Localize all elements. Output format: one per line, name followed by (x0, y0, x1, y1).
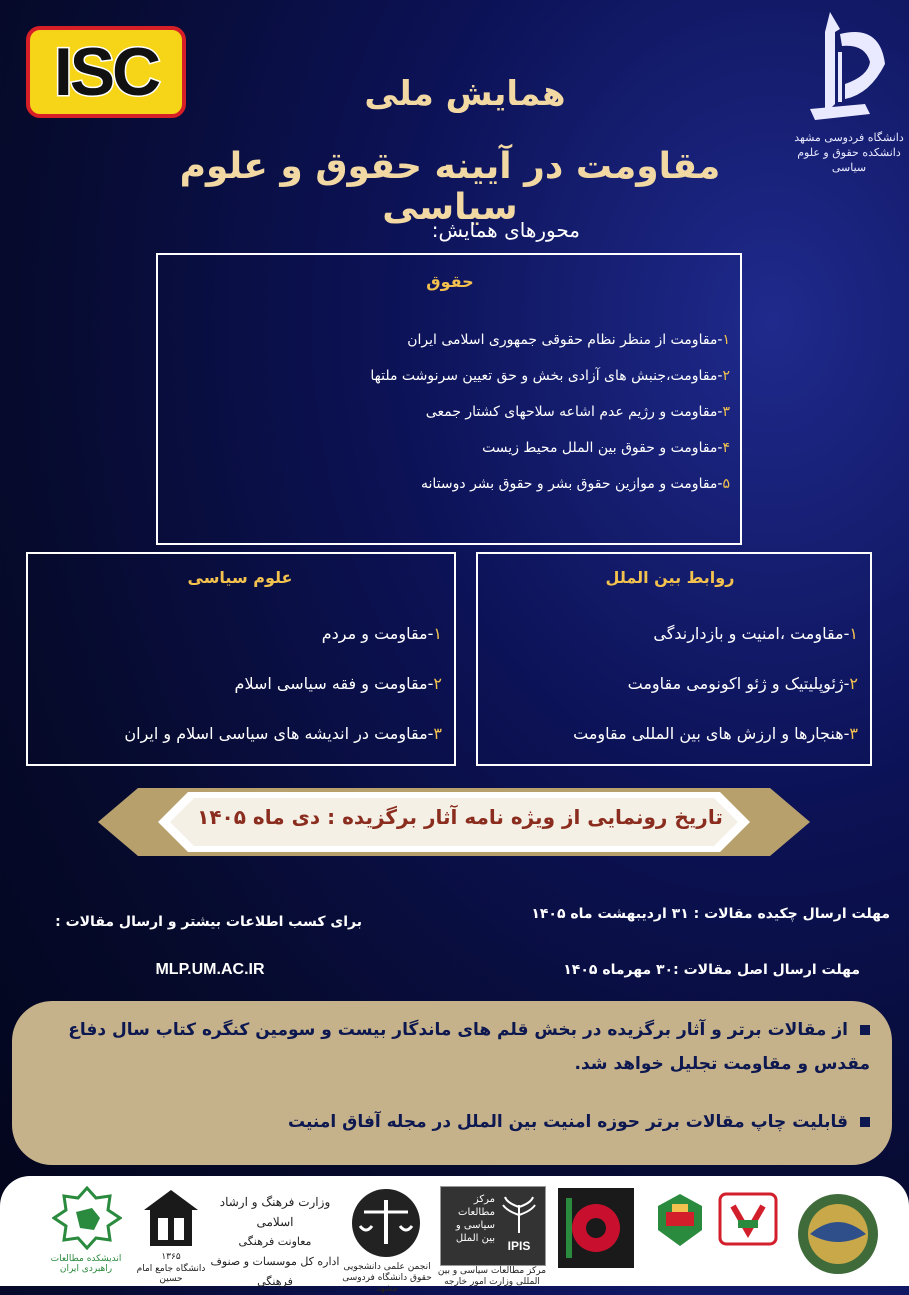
ir-axis-list (490, 624, 858, 774)
politics-axis-title: علوم سیاسی (187, 568, 293, 587)
university-caption (790, 130, 908, 175)
imam-hossein-year: ۱۳۶۵ (161, 1252, 181, 1262)
event-title-line2: مقاومت در آیینه حقوق و علوم سیاسی (179, 146, 721, 228)
list-item: ۴-مقاومت و حقوق بین الملل محیط زیست (482, 440, 730, 456)
website-link[interactable]: MLP.UM.AC.IR (155, 961, 265, 978)
ministry-name: وزارت فرهنگ و ارشاد اسلامی (219, 1195, 331, 1229)
isc-logo (26, 26, 186, 118)
unveiling-date-text: تاریخ رونمایی از ویژه نامه آثار برگزیده : دی ماه ۱۴۰۵ (197, 805, 723, 829)
axes-heading: محورهای همایش: (431, 218, 580, 242)
basij-emblem-icon (652, 1190, 708, 1250)
law-axis-list (200, 332, 730, 512)
ipis-title: مرکز مطالعات سیاسی و بین الملل (455, 1194, 495, 1244)
defense-museum-logo-icon (718, 1192, 778, 1246)
contact-info-label: برای کسب اطلاعات بیشتر و ارسال مقالات : (55, 914, 362, 930)
abstract-deadline: مهلت ارسال چکیده مقالات : ۳۱ اردیبهشت ماه ۱۴۰۵ (531, 906, 890, 922)
bullet-icon (860, 1025, 870, 1035)
list-item: ۳-مقاومت و رژیم عدم اشاعه سلاحهای کشتار جمعی (425, 404, 730, 420)
law-axis-title: حقوق (426, 272, 474, 291)
ipis-caption: مرکز مطالعات سیاسی و بین المللی وزارت امور خارجه (437, 1266, 547, 1287)
imam-hossein-university-emblem-icon (140, 1188, 202, 1252)
list-item: ۱-مقاومت و مردم (321, 624, 442, 643)
list-item: ۵-مقاومت و موازین حقوق بشر و حقوق بشر دوستانه (421, 476, 730, 492)
list-item: ۲-ژئوپلیتیک و ژئو اکونومی مقاومت (627, 674, 858, 693)
faculty-name: دانشکده حقوق و علوم سیاسی (797, 146, 901, 174)
list-item: ۱-مقاومت از منظر نظام حقوقی جمهوری اسلامی ایران (407, 332, 730, 348)
ipis-label: IPIS (507, 1239, 531, 1253)
isc-logo-text: ISC (53, 34, 159, 110)
list-item: ۱-مقاومت ،امنیت و بازدارندگی (653, 624, 858, 643)
iran-studies-logo-icon (52, 1186, 122, 1250)
ministry-deputy: معاونت فرهنگی (238, 1235, 312, 1248)
ministry-department: اداره کل موسسات و صنوف فرهنگی (210, 1255, 340, 1288)
politics-axis-list (40, 624, 442, 774)
list-item: ۳-هنجارها و ارزش های بین المللی مقاومت (573, 724, 858, 743)
list-item: ۲-مقاومت و فقه سیاسی اسلام (234, 674, 442, 693)
university-name: دانشگاه فردوسی مشهد (794, 131, 904, 144)
bullet-icon (860, 1117, 870, 1127)
ipis-logo (440, 1186, 546, 1266)
iran-studies-name: اندیشکده مطالعات راهبردی ایران (50, 1254, 122, 1274)
ir-axis-title: روابط بین الملل (605, 568, 735, 587)
law-association-emblem-icon (348, 1186, 424, 1260)
army-emblem-icon (790, 1190, 886, 1278)
event-title-line1: همایش ملی (364, 74, 566, 114)
full-paper-deadline: مهلت ارسال اصل مقالات :۳۰ مهرماه ۱۴۰۵ (563, 962, 860, 978)
ipis-feather-icon (499, 1195, 539, 1235)
list-item: ۳-مقاومت در اندیشه های سیاسی اسلام و ایران (124, 724, 442, 743)
imam-hossein-name: دانشگاه جامع امام حسین (136, 1264, 206, 1284)
note-item: از مقالات برتر و آثار برگزیده در بخش قلم های ماندگار بیست و سومین کنگره کتاب سال دفاع مقدس و مقاومت تجلیل خواهد شد. (68, 1020, 870, 1074)
law-association-name: انجمن علمی دانشجویی حقوق دانشگاه فردوسی مشهد (342, 1262, 432, 1294)
red-flower-emblem-icon (558, 1188, 634, 1268)
note-item: قابلیت چاپ مقالات برتر حوزه امنیت بین الملل در مجله آفاق امنیت (40, 1105, 870, 1139)
list-item: ۲-مقاومت،جنبش های آزادی بخش و حق تعیین سرنوشت ملتها (370, 368, 730, 384)
ministry-logo (208, 1192, 342, 1292)
